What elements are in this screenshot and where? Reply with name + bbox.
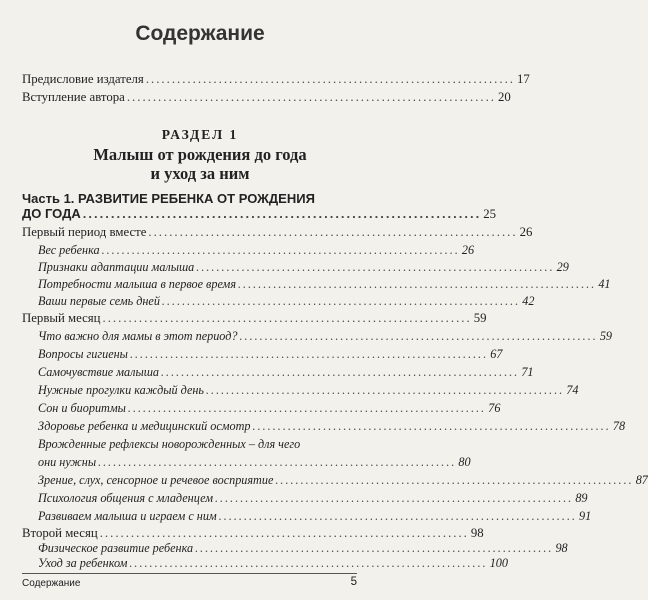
toc-entry-page: 78: [612, 419, 626, 433]
toc-entry-part: [22, 206, 497, 221]
toc-entry-page: 91: [579, 509, 592, 523]
toc-entry-title: Вес ребенка: [38, 243, 100, 257]
toc-leader: .......................................................................: [218, 509, 578, 523]
toc-leader: .......................................................................: [101, 243, 460, 257]
toc-leader: .......................................................................: [129, 556, 488, 570]
toc-subentry: [38, 347, 503, 361]
toc-entry-title: Что важно для мамы в этот период?: [38, 329, 238, 343]
toc-subentry: [38, 473, 648, 487]
section-title-line: Малыш от рождения до года: [93, 145, 307, 164]
toc-entry: [22, 311, 487, 325]
toc-subentry: [38, 455, 471, 469]
section-title: [0, 145, 400, 183]
toc-leader: .......................................................................: [161, 294, 521, 308]
toc-entry-title-cont: они нужны: [38, 455, 97, 469]
toc-entry-title: Здоровье ребенка и медицинский осмотр: [38, 419, 251, 433]
toc-leader: .......................................................................: [99, 526, 469, 540]
toc-leader: .......................................................................: [196, 260, 555, 274]
toc-entry: [22, 526, 484, 540]
toc-leader: .......................................................................: [205, 383, 565, 397]
toc-entry-page: 74: [566, 383, 579, 397]
toc-leader: .......................................................................: [252, 419, 611, 433]
page-title: Содержание: [135, 22, 265, 45]
toc-entry-title: Нужные прогулки каждый день: [38, 383, 204, 397]
toc-entry-page: 71: [521, 365, 534, 379]
toc-entry-title: Предисловие издателя: [22, 72, 144, 86]
toc-subentry: [38, 541, 568, 555]
toc-entry-title: Врожденные рефлексы новорожденных – для чего: [38, 437, 301, 451]
toc-leader: .......................................................................: [238, 277, 597, 291]
toc-entry-page: 26: [519, 225, 533, 239]
toc-leader: .......................................................................: [161, 365, 520, 379]
toc-subentry: [38, 243, 475, 257]
section-title-line: и уход за ним: [150, 164, 250, 183]
toc-entry-title: Физическое развитие ребенка: [38, 541, 194, 555]
toc-entry-page: 17: [516, 72, 530, 86]
toc-subentry: [38, 509, 592, 523]
toc-leader: .......................................................................: [129, 347, 489, 361]
toc-subentry: [38, 419, 626, 433]
toc-entry-page: 67: [490, 347, 503, 361]
toc-leader: .......................................................................: [148, 225, 518, 239]
toc-entry-page: 98: [470, 526, 484, 540]
toc-leader: .......................................................................: [239, 329, 598, 343]
toc-subentry: [38, 277, 611, 291]
toc-entry-page: 59: [599, 329, 612, 343]
toc-entry-page: 98: [555, 541, 568, 555]
part-title-cont: ДО ГОДА: [22, 206, 81, 221]
toc-leader: .......................................................................: [102, 311, 472, 325]
section-label: РАЗДЕЛ 1: [161, 127, 239, 142]
part-title: Часть 1. РАЗВИТИЕ РЕБЕНКА ОТ РОЖДЕНИЯ: [22, 191, 315, 206]
toc-leader: .......................................................................: [215, 491, 574, 505]
toc-entry-title: Зрение, слух, сенсорное и речевое восприятие: [38, 473, 274, 487]
toc-entry-title: Уход за ребенком: [38, 556, 128, 570]
toc-subentry: [38, 294, 535, 308]
toc-entry: [22, 72, 530, 86]
toc-entry-page: 42: [522, 294, 535, 308]
toc-entry-page: 26: [461, 243, 475, 257]
toc-leader: .......................................................................: [275, 473, 634, 487]
toc-leader: .......................................................................: [82, 206, 482, 221]
toc-entry-title: Признаки адаптации малыша: [38, 260, 195, 274]
toc-entry: [22, 90, 511, 104]
toc-entry-title: Вступление автора: [22, 90, 125, 104]
toc-entry-title: Второй месяц: [22, 526, 98, 540]
toc-entry-page: 20: [498, 90, 511, 104]
toc-entry-title: Ваши первые семь дней: [38, 294, 160, 308]
toc-leader: .......................................................................: [98, 455, 457, 469]
toc-entry-page: 80: [458, 455, 471, 469]
toc-subentry: [38, 556, 508, 570]
toc-leader: .......................................................................: [127, 401, 487, 415]
toc-entry-page: 59: [473, 311, 487, 325]
toc-entry-page: 29: [556, 260, 569, 274]
toc-entry-title: Самочувствие малыша: [38, 365, 159, 379]
toc-entry-page: 25: [483, 207, 497, 221]
toc-entry-page: 76: [488, 401, 501, 415]
toc-leader: .......................................................................: [145, 72, 515, 86]
toc-entry-page: 41: [598, 277, 611, 291]
toc-subentry: [38, 401, 501, 415]
toc-entry-page: 100: [489, 556, 508, 570]
toc-subentry: [38, 491, 588, 505]
toc-entry-page: 89: [575, 491, 588, 505]
toc-entry-title: Сон и биоритмы: [38, 401, 126, 415]
toc-entry-title: Потребности малыша в первое время: [38, 277, 236, 291]
toc-subentry: [38, 383, 579, 397]
toc-entry: [22, 225, 533, 239]
running-footer: Содержание: [22, 578, 81, 589]
toc-subentry: [38, 365, 534, 379]
toc-entry-title: Вопросы гигиены: [38, 347, 128, 361]
page-number: 5: [350, 576, 357, 588]
toc-leader: .......................................................................: [195, 541, 554, 555]
toc-entry-page: 87: [635, 473, 648, 487]
toc-leader: .......................................................................: [126, 90, 496, 104]
toc-entry-title: Первый месяц: [22, 311, 101, 325]
toc-entry-title: Психология общения с младенцем: [38, 491, 213, 505]
toc-subentry: [38, 260, 569, 274]
toc-entry-title: Первый период вместе: [22, 225, 147, 239]
footer-rule: [22, 573, 357, 574]
toc-subentry: [38, 329, 612, 343]
toc-entry-title: Развиваем малыша и играем с ним: [38, 509, 217, 523]
